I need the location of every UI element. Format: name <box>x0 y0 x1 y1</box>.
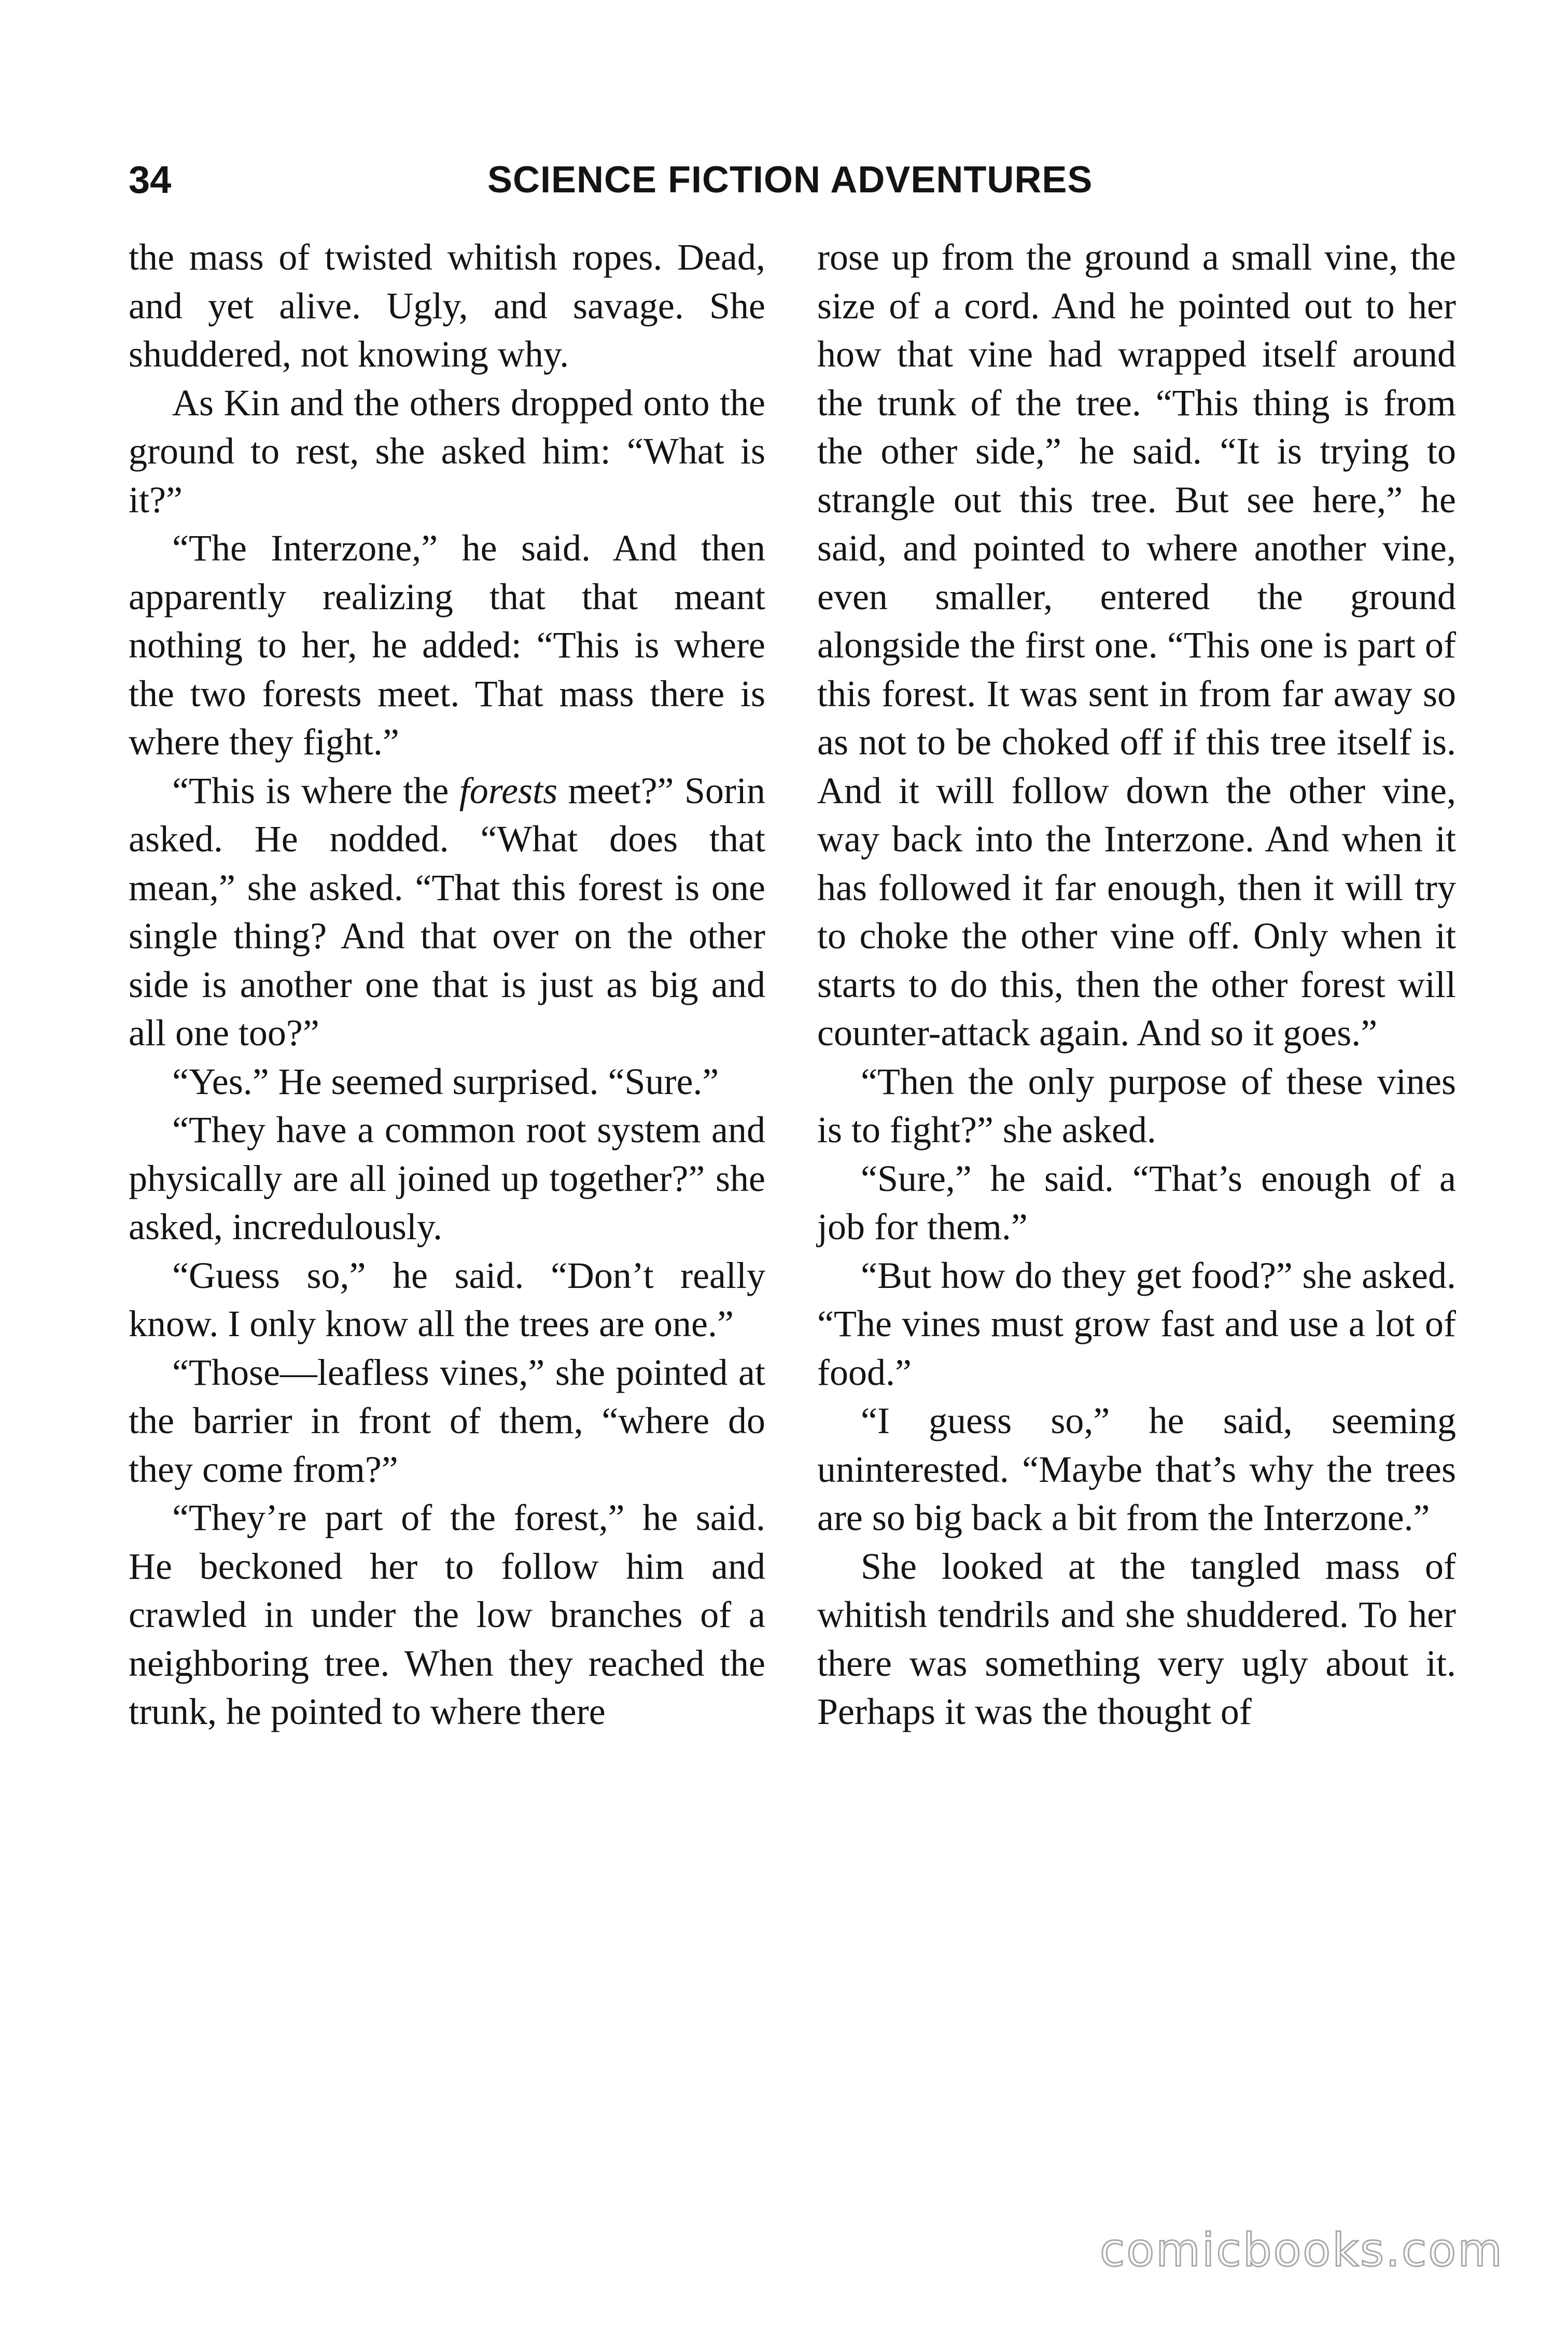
paragraph: “I guess so,” he said, seeming uninterested. “Maybe that’s why the trees are so big back a bit from the Interzone.” <box>817 1400 1456 1538</box>
paragraph: “Sure,” he said. “That’s enough of a job for them.” <box>817 1157 1456 1247</box>
running-title: SCIENCE FICTION ADVENTURES <box>487 159 1093 201</box>
paragraph: “But how do they get food?” she asked. “The vines must grow fast and use a lot of food.” <box>817 1254 1456 1393</box>
paragraph: As Kin and the others dropped onto the ground to rest, she asked him: “What is it?” <box>129 382 765 521</box>
paragraph: “Yes.” He seemed surprised. “Sure.” <box>172 1060 719 1102</box>
paragraph: “They have a common root system and physically are all joined up together?” she asked, incredulously. <box>129 1109 765 1247</box>
paragraph: rose up from the ground a small vine, the size of a cord. And he pointed out to her how that vine had wrapped itself around the trunk of the tree. “This thing is from the other side,” he said. “It is trying to strangle out this tree. But see here,” he said, and pointed to where another vine, even smaller, entered the ground alongside the first one. “This one is part of this forest. It was sent in from far away so as not to be choked off if this tree itself is. And it will follow down the other vine, way back into the Interzone. And when it has followed it far enough, then it will try to choke the other vine off. Only when it starts to do this, then the other forest will counter-attack again. And so it goes.” <box>817 236 1456 1054</box>
page-number: 34 <box>129 158 172 201</box>
paragraph: “Those—leafless vines,” she pointed at the barrier in front of them, “where do they come from?” <box>129 1351 765 1490</box>
paragraph: “They’re part of the forest,” he said. He beckoned her to follow him and crawled in under the low branches of a neighboring tree. When they reached the trunk, he pointed to where there <box>129 1497 765 1732</box>
site-watermark: comicbooks.com <box>1099 2223 1504 2277</box>
paragraph: the mass of twisted whitish ropes. Dead, and yet alive. Ugly, and savage. She shuddered, not knowing why. <box>129 236 765 375</box>
paragraph: “The Interzone,” he said. And then apparently realizing that that meant nothing to her, he added: “This is where the two forests meet. That mass there is where they fight.” <box>129 527 765 763</box>
paragraph: “Then the only purpose of these vines is to fight?” she asked. <box>817 1060 1456 1151</box>
paragraph: “This is where the forests meet?” Sorin asked. He nodded. “What does that mean,” she asked. “That this forest is one single thing? And that over on the other side is another one that is just as big and all one too?” <box>129 769 765 1054</box>
right-text-column <box>817 233 1456 1736</box>
paragraph: She looked at the tangled mass of whitish tendrils and she shuddered. To her there was something very ugly about it. Perhaps it was the thought of <box>817 1545 1456 1732</box>
paragraph: “Guess so,” he said. “Don’t really know. I only know all the trees are one.” <box>129 1254 765 1344</box>
left-text-column <box>129 233 765 1736</box>
